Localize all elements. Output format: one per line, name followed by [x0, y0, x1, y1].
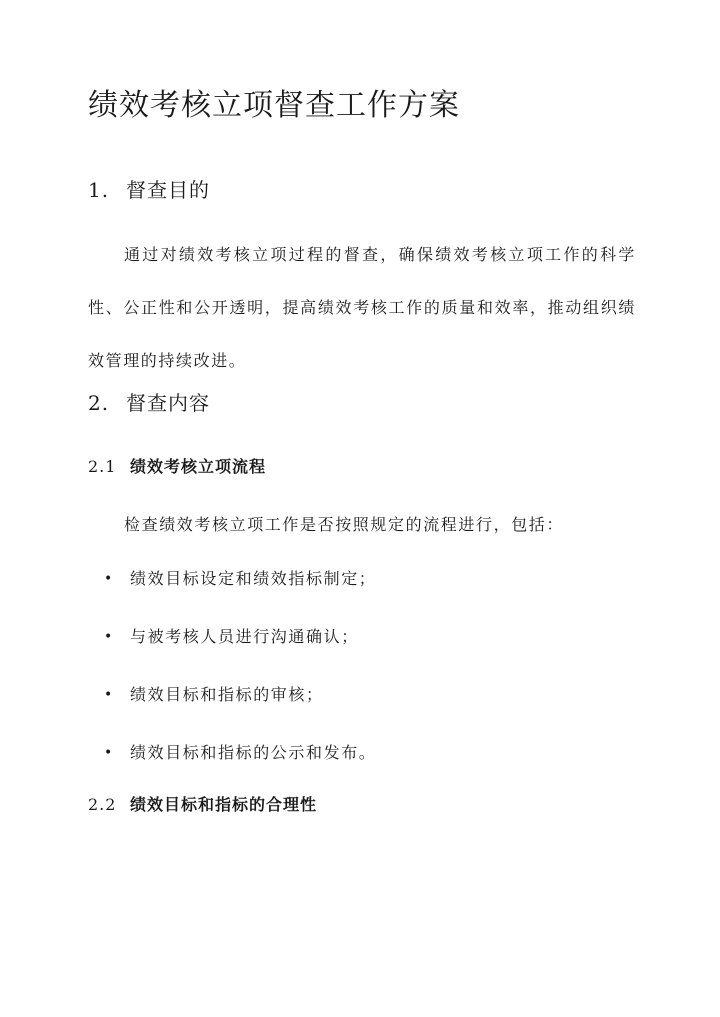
subsection-number: 2.2 [88, 795, 117, 814]
section-number: 2. [88, 391, 110, 415]
list-item [104, 741, 376, 799]
list-item-text: 绩效目标和指标的审核； [130, 685, 324, 704]
section-title: 督查目的 [126, 178, 210, 202]
section-number: 1. [88, 178, 110, 202]
list-item-text: 绩效目标和指标的公示和发布。 [130, 743, 377, 762]
document-title: 绩效考核立项督查工作方案 [88, 88, 460, 123]
list-item [104, 625, 376, 683]
subsection-number: 2.1 [88, 457, 117, 476]
subsection-2-1-heading [88, 455, 266, 479]
checklist [104, 567, 376, 799]
bullet-icon: • [104, 629, 114, 645]
section-1-paragraph: 通过对绩效考核立项过程的督查，确保绩效考核立项工作的科学性、公正性和公开透明，提高绩效考核工作的质量和效率，推动组织绩效管理的持续改进。 [88, 245, 636, 370]
section-1-heading [88, 176, 210, 204]
bullet-icon: • [104, 745, 114, 761]
bullet-icon: • [104, 571, 114, 587]
section-title: 督查内容 [126, 391, 210, 415]
list-item [104, 683, 376, 741]
bullet-icon: • [104, 687, 114, 703]
list-item-text: 与被考核人员进行沟通确认； [130, 627, 359, 646]
subsection-2-1-intro: 检查绩效考核立项工作是否按照规定的流程进行，包括： [124, 515, 565, 534]
subsection-2-2-heading [88, 793, 317, 817]
list-item [104, 567, 376, 625]
subsection-title: 绩效考核立项流程 [130, 457, 267, 476]
list-item-text: 绩效目标设定和绩效指标制定； [130, 569, 377, 588]
section-2-heading [88, 389, 210, 417]
subsection-title: 绩效目标和指标的合理性 [130, 795, 318, 814]
